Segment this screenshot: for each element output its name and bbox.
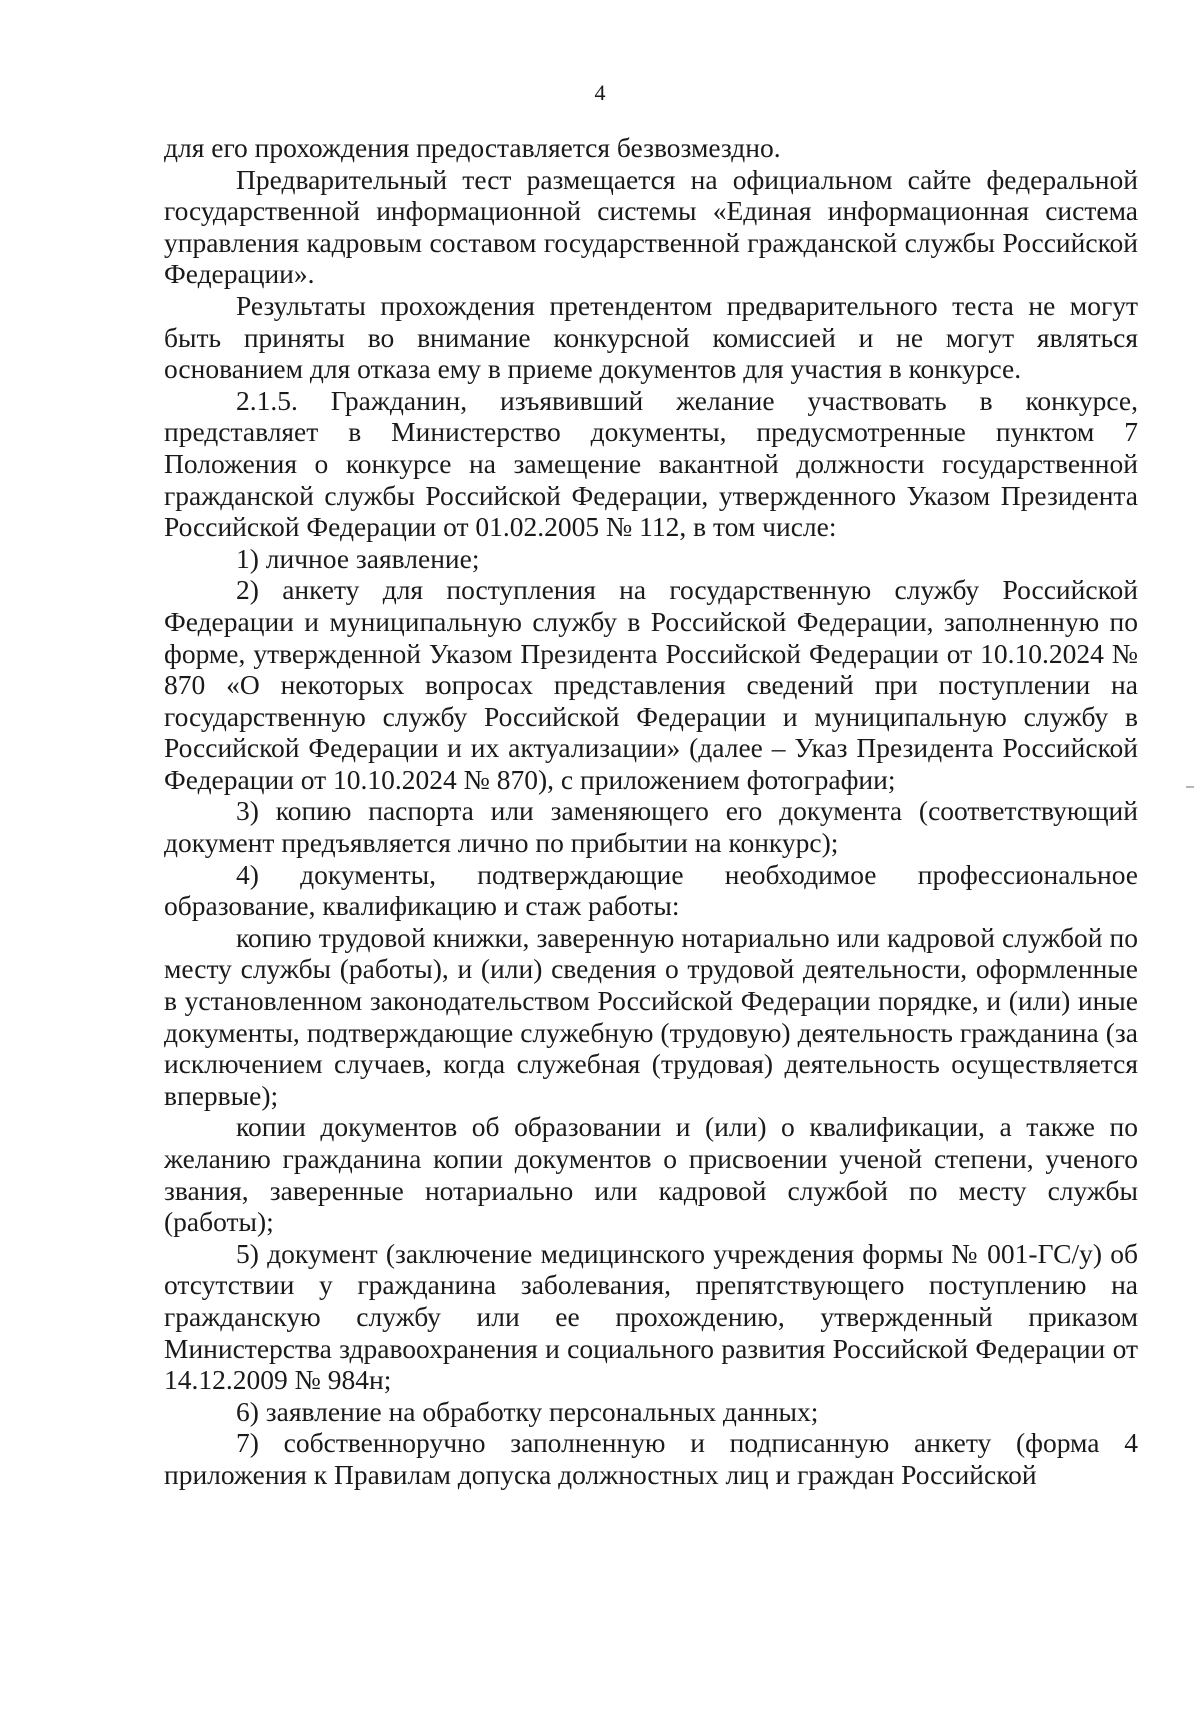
list-item-4: 4) документы, подтверждающие необходимое профессиональное образование, квалификацию и стаж работы: — [164, 858, 1138, 922]
list-item-3: 3) копию паспорта или заменяющего его документа (соответствующий документ предъявляется лично по прибытии на конкурс); — [164, 795, 1138, 859]
paragraph-clause-2-1-5: 2.1.5. Гражданин, изъявивший желание участвовать в конкурсе, представляет в Министерство документы, предусмотренные пунктом 7 Положения о конкурсе на замещение вакантной должности государственной гражданской службы Российской Федерации, утвержденного Указом Президента Российской Федерации от 01.02.2005 № 112, в том числе: — [164, 384, 1138, 543]
list-item-7: 7) собственноручно заполненную и подписанную анкету (форма 4 приложения к Правилам допуска должностных лиц и граждан Российской — [164, 1427, 1138, 1490]
paragraph-test-results: Результаты прохождения претендентом предварительного теста не могут быть приняты во внимание конкурсной комиссией и не могут являться основанием для отказа ему в приеме документов для участия в конкурсе. — [164, 289, 1138, 385]
list-subitem-education: копии документов об образовании и (или) о квалификации, а также по желанию гражданина копии документов о присвоении ученой степени, ученого звания, заверенные нотариально или кадровой службой по месту службы (работы); — [164, 1111, 1138, 1238]
document-body — [164, 132, 1138, 1491]
paragraph-continuation: для его прохождения предоставляется безвозмездно. — [164, 132, 781, 163]
list-item-5: 5) документ (заключение медицинского учреждения формы № 001-ГС/у) об отсутствии у гражданина заболевания, препятствующего поступлению на гражданскую службу или ее прохождению, утвержденный приказом Министерства здравоохранения и социального развития Российской Федерации от 14.12.2009 № 984н; — [164, 1237, 1138, 1396]
list-item-1: 1) личное заявление; — [236, 542, 480, 574]
page-number: 4 — [594, 80, 606, 105]
scan-margin-mark — [1186, 786, 1194, 788]
paragraph-test-placement: Предварительный тест размещается на официальном сайте федеральной государственной информационной системы «Единая информационная система управления кадровым составом государственной гражданской службы Российской Федерации». — [164, 163, 1138, 290]
list-subitem-work-book: копию трудовой книжки, заверенную нотариально или кадровой службой по месту службы (работы), и (или) сведения о трудовой деятельности, оформленные в установленном законодательством Российской Федерации порядке, и (или) иные документы, подтверждающие служебную (трудовую) деятельность гражданина (за исключением случаев, когда служебная (трудовая) деятельность осуществляется впервые); — [164, 921, 1138, 1111]
list-item-2: 2) анкету для поступления на государственную службу Российской Федерации и муниципальную службу в Российской Федерации, заполненную по форме, утвержденной Указом Президента Российской Федерации от 10.10.2024 № 870 «О некоторых вопросах представления сведений при поступлении на государственную службу Российской Федерации и муниципальную службу в Российской Федерации и их актуализации» (далее – Указ Президента Российской Федерации от 10.10.2024 № 870), с приложением фотографии; — [164, 574, 1138, 795]
list-item-6: 6) заявление на обработку персональных данных; — [236, 1395, 819, 1427]
